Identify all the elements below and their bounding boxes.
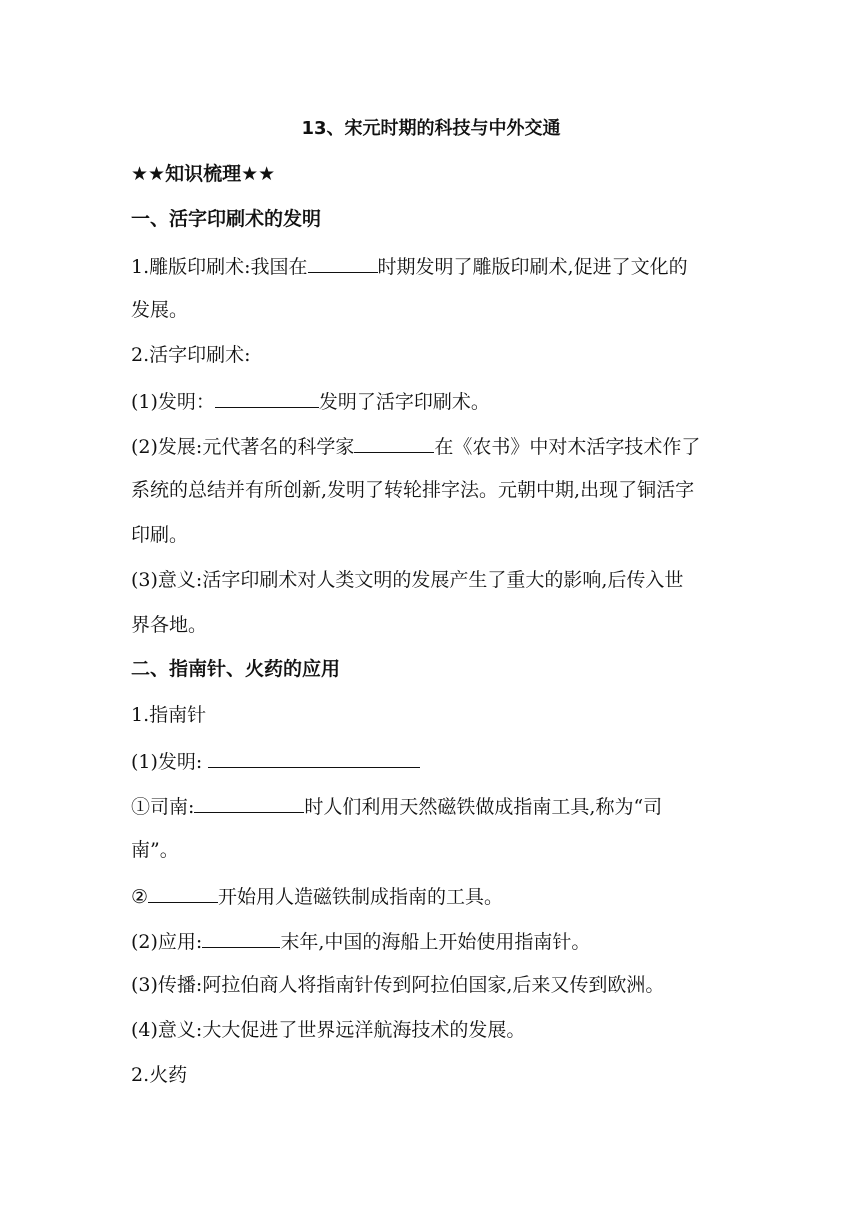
s2-paragraph-4 (131, 883, 503, 909)
section2-heading: 二、指南针、火药的应用 (131, 658, 341, 680)
s1-paragraph-1-cont: 发展。 (131, 299, 189, 321)
s2-paragraph-1: 1.指南针 (131, 704, 207, 726)
s2-paragraph-5 (131, 928, 590, 954)
fill-blank[interactable] (194, 793, 304, 813)
s1-paragraph-5-cont: 界各地。 (131, 614, 208, 636)
s1-paragraph-4-cont2: 印刷。 (131, 524, 189, 546)
fill-blank[interactable] (354, 433, 434, 453)
s1-paragraph-4 (131, 433, 700, 459)
s1-paragraph-1 (131, 253, 688, 279)
text: 开始用人造磁铁制成指南的工具。 (218, 886, 504, 908)
text: (2)发展:元代著名的科学家 (131, 436, 355, 458)
s2-paragraph-2 (131, 748, 420, 774)
s1-paragraph-2: 2.活字印刷术: (131, 344, 251, 366)
fill-blank[interactable] (308, 253, 378, 273)
text: 时期发明了雕版印刷术,促进了文化的 (377, 256, 688, 278)
text: 时人们利用天然磁铁做成指南工具,称为“司 (304, 796, 663, 818)
text: 1.雕版印刷术:我国在 (131, 256, 308, 278)
text: (2)应用: (131, 931, 203, 953)
text: 在《农书》中对木活字技术作了 (434, 436, 701, 458)
s2-paragraph-6: (3)传播:阿拉伯商人将指南针传到阿拉伯国家,后来又传到欧洲。 (131, 974, 665, 996)
fill-blank[interactable] (148, 883, 218, 903)
section1-heading: 一、活字印刷术的发明 (131, 208, 322, 230)
text: ①司南: (131, 796, 195, 818)
s1-paragraph-3 (131, 388, 490, 414)
s2-paragraph-7: (4)意义:大大促进了世界远洋航海技术的发展。 (131, 1019, 526, 1041)
fill-blank[interactable] (202, 928, 280, 948)
fill-blank[interactable] (208, 748, 420, 768)
text: ② (131, 886, 149, 908)
s1-paragraph-4-cont: 系统的总结并有所创新,发明了转轮排字法。元朝中期,出现了铜活字 (131, 479, 695, 501)
knowledge-heading: ★★知识梳理★★ (131, 163, 276, 185)
fill-blank[interactable] (215, 388, 319, 408)
text: (1)发明： (131, 391, 215, 413)
text: (1)发明: (131, 751, 209, 773)
page-title: 13、宋元时期的科技与中外交通 (301, 118, 561, 139)
s2-paragraph-3-cont: 南”。 (131, 839, 179, 861)
s2-paragraph-3 (131, 793, 662, 819)
s2-paragraph-8: 2.火药 (131, 1064, 188, 1086)
text: 末年,中国的海船上开始使用指南针。 (280, 931, 591, 953)
s1-paragraph-5: (3)意义:活字印刷术对人类文明的发展产生了重大的影响,后传入世 (131, 569, 684, 591)
text: 发明了活字印刷术。 (318, 391, 490, 413)
